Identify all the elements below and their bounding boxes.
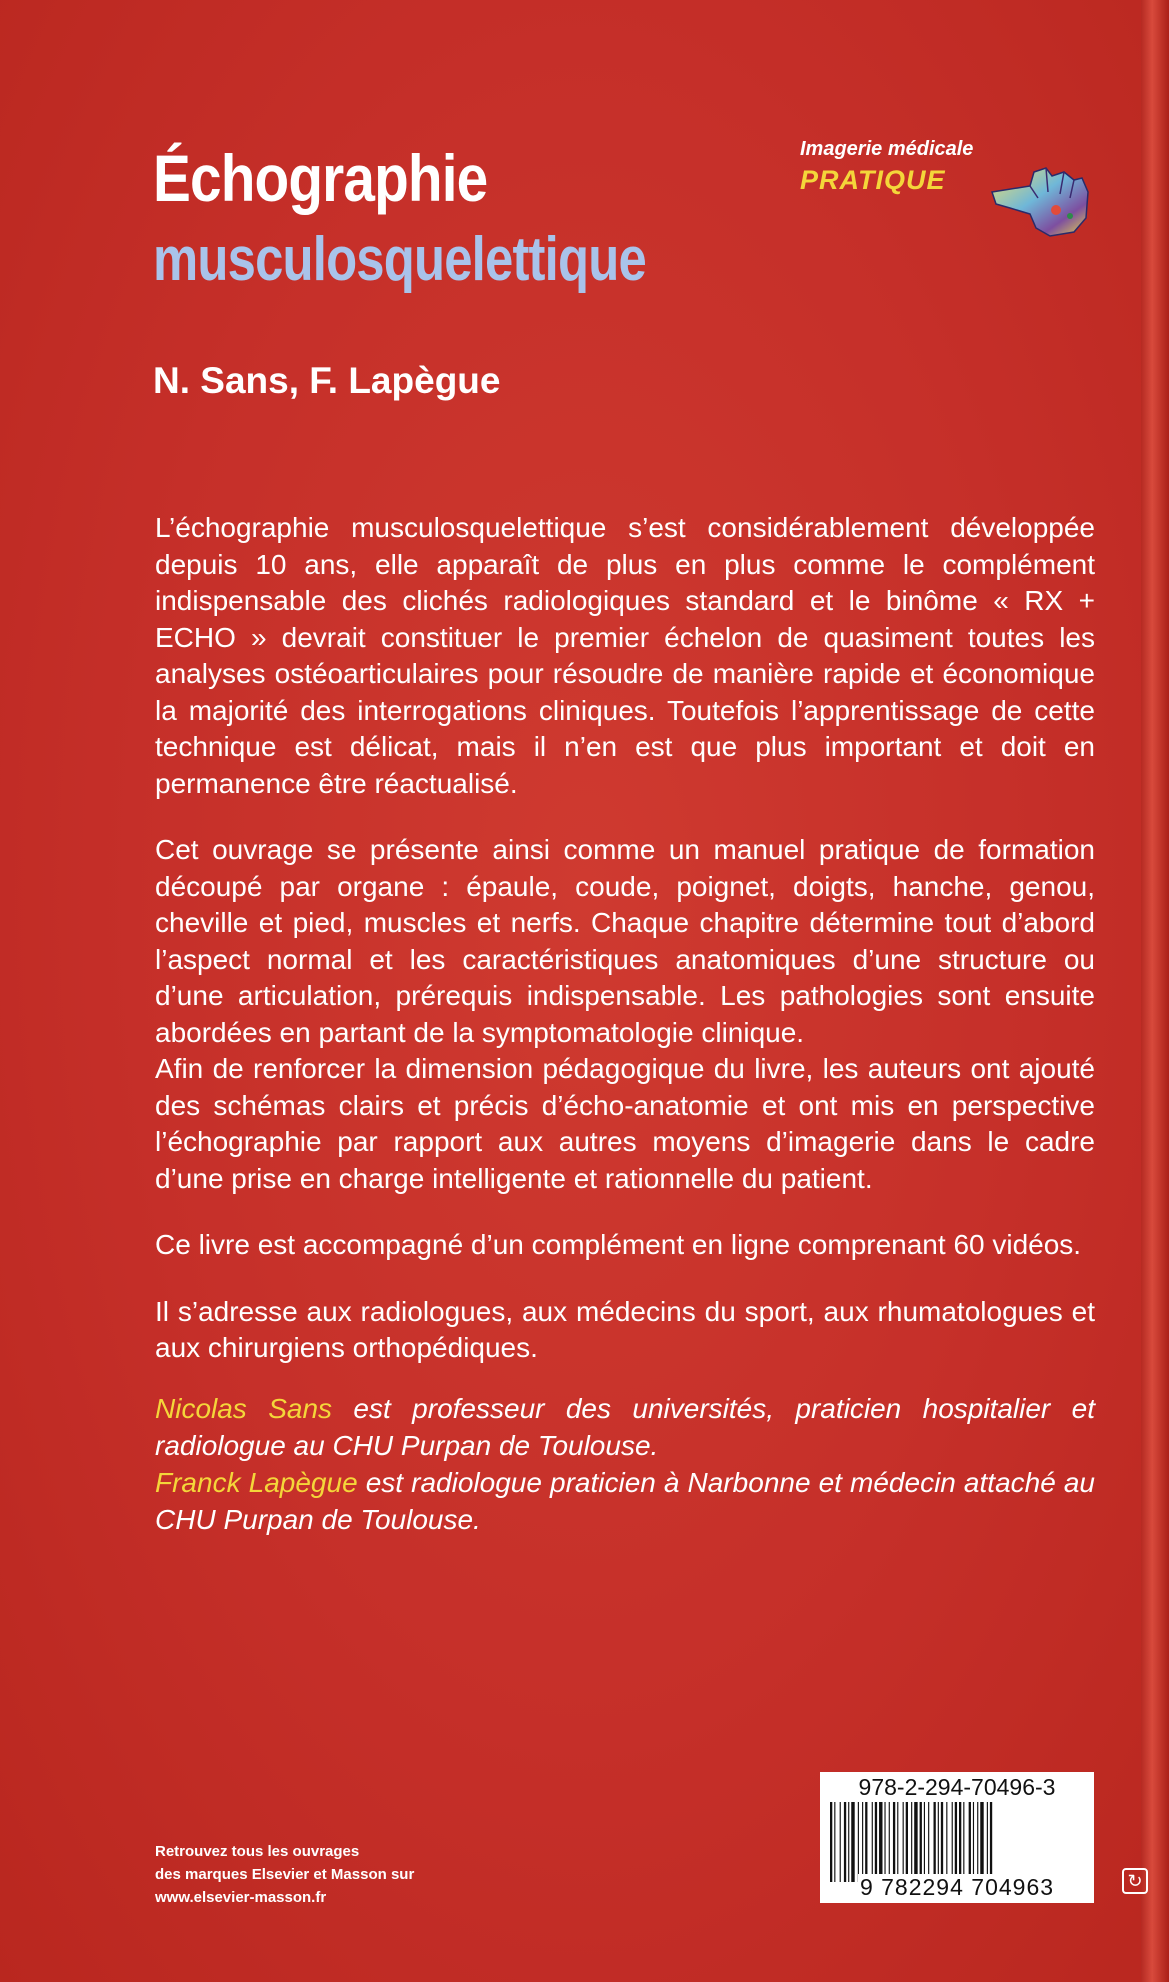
author-bio-text: est professeur des universités, praticien hospitalier et radiologue au CHU Purpan de Toulouse. <box>155 1393 1096 1461</box>
series-name: Imagerie médicale <box>800 138 974 160</box>
barcode-bar <box>924 1802 925 1882</box>
barcode-bar <box>844 1802 846 1882</box>
barcode-bar <box>903 1802 904 1882</box>
footer-line: des marques Elsevier et Masson sur <box>155 1866 415 1883</box>
author-bio <box>155 1390 1095 1464</box>
author-name: Franck Lapègue <box>155 1467 358 1498</box>
barcode-bar <box>893 1802 895 1882</box>
book-title-line1: Échographie <box>153 141 488 215</box>
barcode-bar <box>941 1802 943 1882</box>
authors: N. Sans, F. Lapègue <box>153 360 501 401</box>
barcode-bar <box>879 1802 882 1882</box>
barcode-bar <box>969 1802 971 1882</box>
publisher-footer <box>155 1840 414 1909</box>
barcode-bar <box>851 1802 854 1882</box>
barcode-bar <box>990 1802 992 1882</box>
recycle-icon: ↻ <box>1122 1868 1148 1894</box>
barcode-bar <box>840 1802 841 1882</box>
publisher-url: www.elsevier-masson.fr <box>155 1889 327 1906</box>
barcode-bar <box>830 1802 832 1882</box>
book-title-line2: musculosquelettique <box>153 225 646 294</box>
barcode-bar <box>980 1802 983 1882</box>
barcode-bar <box>872 1802 873 1882</box>
barcode-bar <box>977 1802 978 1882</box>
footer-line: Retrouvez tous les ouvrages <box>155 1843 360 1860</box>
series-subtitle: PRATIQUE <box>800 165 946 195</box>
author-bio-text: est radiologue praticien à Narbonne et médecin attaché au CHU Purpan de Toulouse. <box>155 1467 1095 1535</box>
isbn-barcode <box>820 1772 1094 1903</box>
author-bios <box>155 1390 1095 1538</box>
barcode-bar <box>963 1802 964 1882</box>
barcode-bar <box>889 1802 890 1882</box>
description-paragraph: L’échographie musculosquelettique s’est considérablement développée depuis 10 ans, elle apparaît de plus en plus comme le complément indispensable des clichés radiologiques standard et le binôme « RX + ECHO » devrait constituer le premier échelon de quasiment toutes les analyses ostéoarticulaires pour résoudre de manière rapide et économique la majorité des interrogations cliniques. Toutefois l’apprentissage de cette technique est délicat, mais il n’en est que plus important et doit en permanence être réactualisé. <box>155 512 1095 799</box>
barcode-bar <box>848 1802 849 1882</box>
description-paragraph: Il s’adresse aux radiologues, aux médecins du sport, aux rhumatologues et aux chirurgiens orthopédiques. <box>155 1295 1095 1363</box>
barcode-bar <box>938 1802 939 1882</box>
barcode-bar <box>959 1802 961 1882</box>
description-paragraph: Afin de renforcer la dimension pédagogique du livre, les auteurs ont ajouté des schémas clairs et précis d’écho-anatomie et ont mis en perspective l’échographie par rapport aux autres moyens d’imagerie dans le cadre d’une prise en charge intelligente et rationnelle du patient. <box>155 1053 1095 1194</box>
book-spine-edge <box>1141 0 1169 1982</box>
pointing-hand-icon <box>990 162 1090 240</box>
barcode-bar <box>875 1802 877 1882</box>
barcode-bar <box>973 1802 974 1882</box>
book-description <box>155 510 1095 1367</box>
barcode-bar <box>952 1802 953 1882</box>
description-paragraph: Ce livre est accompagné d’un complément en ligne comprenant 60 vidéos. <box>155 1229 1082 1260</box>
barcode-bar <box>955 1802 957 1882</box>
barcode-bar <box>914 1802 917 1882</box>
barcode-bar <box>862 1802 863 1882</box>
barcode-bar <box>865 1802 867 1882</box>
barcode-bar <box>920 1802 922 1882</box>
author-bio <box>155 1464 1095 1538</box>
author-name: Nicolas Sans <box>155 1393 333 1424</box>
barcode-bar <box>987 1802 988 1882</box>
description-paragraph: Cet ouvrage se présente ainsi comme un manuel pratique de formation découpé par organe : épaule, coude, poignet, doigts, hanche, genou, cheville et pied, muscles et nerfs. Chaque chapitre détermine tout d’abord l’aspect normal et les caractéristiques anatomiques d’une structure ou d’une articulation, prérequis indispensable. Les pathologies sont ensuite abordées en partant de la symptomatologie clinique. <box>155 834 1095 1048</box>
series-label <box>800 138 973 196</box>
barcode-bar <box>897 1802 898 1882</box>
ean-number <box>820 1874 1094 1901</box>
barcode-bar <box>858 1802 859 1882</box>
barcode-bars <box>828 1802 1086 1882</box>
barcode-bar <box>934 1802 936 1882</box>
barcode-bar <box>928 1802 929 1882</box>
isbn-number: 978-2-294-70496-3 <box>858 1774 1056 1800</box>
barcode-bar <box>946 1802 947 1882</box>
barcode-bar <box>906 1802 908 1882</box>
ean-digits: 9 782294 704963 <box>859 1874 1055 1900</box>
barcode-bar <box>834 1802 835 1882</box>
barcode-bar <box>884 1802 885 1882</box>
barcode-bar <box>911 1802 912 1882</box>
